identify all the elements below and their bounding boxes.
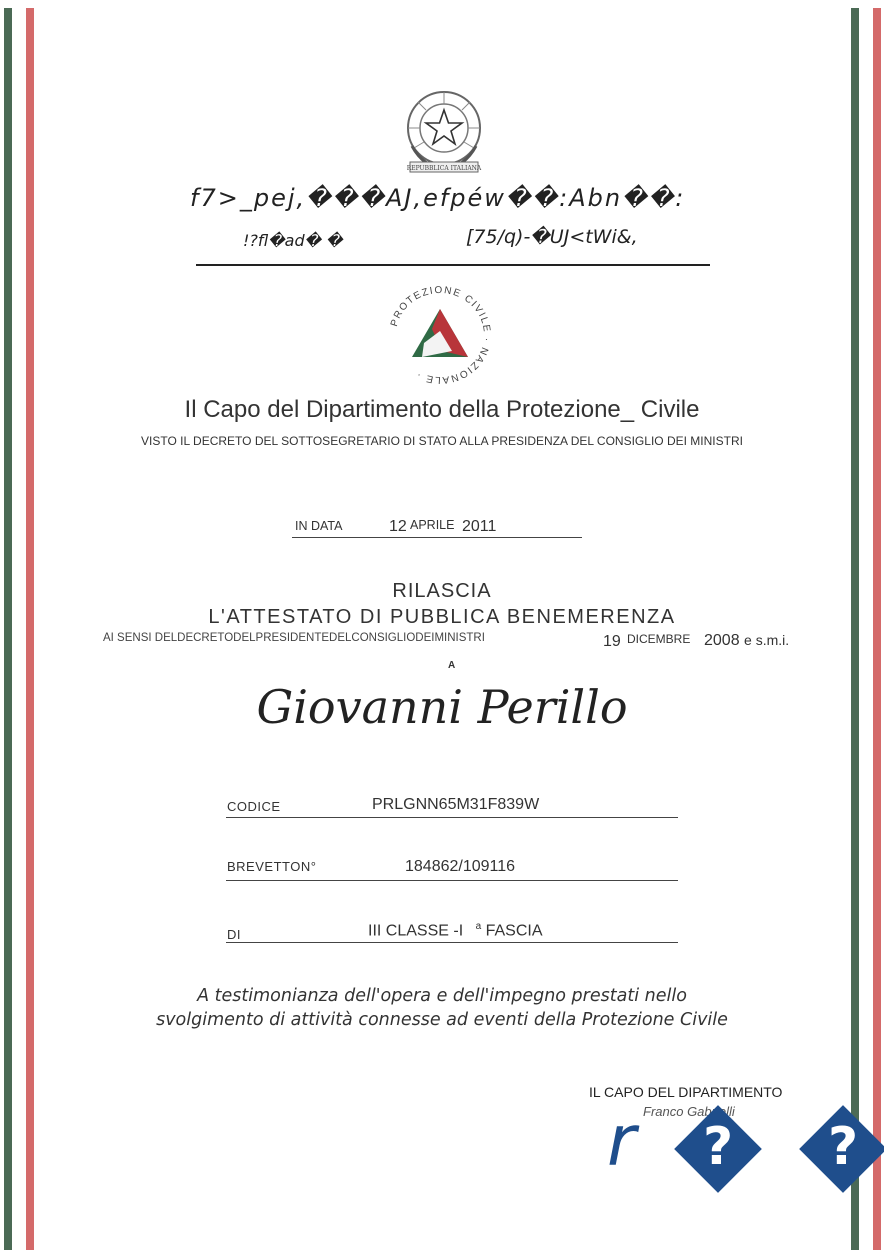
testimonianza-line-1: A testimonianza dell'opera e dell'impegno prestati nello (197, 986, 687, 1006)
signatory-name: Franco Gabrielli (643, 1104, 735, 1119)
signature-question-2: ? (828, 1117, 859, 1177)
ai-sensi-text: AI SENSI DELDECRETODELPRESIDENTEDELCONSIGLIODEIMINISTRI (103, 632, 485, 644)
testimonianza-line-2: svolgimento di attività connesse ad eventi della Protezione Civile (156, 1010, 728, 1030)
ai-sensi-a: A (448, 660, 456, 671)
ai-sensi-suffix: e s.m.i. (744, 632, 790, 648)
right-red-border (873, 8, 881, 1250)
left-red-border (26, 8, 34, 1250)
signature-question-1: ? (703, 1117, 734, 1177)
issuer-title: Il Capo del Dipartimento della Protezione_ Civile (184, 396, 700, 423)
brevetto-value: 184862/109116 (405, 858, 516, 875)
header-garbled-line-1: f7>_pej,���AJ,efpéw��:Abn��: (190, 184, 686, 212)
ai-sensi-month: DICEMBRE (627, 632, 691, 646)
di-label: DI (227, 927, 241, 942)
attestato-heading: L'ATTESTATO DI PUBBLICA BENEMERENZA (208, 606, 676, 628)
left-green-border (4, 8, 12, 1250)
in-data-label: IN DATA (295, 519, 343, 533)
in-data-day: 12 (389, 518, 407, 535)
codice-label: CODICE (227, 799, 281, 814)
header-garbled-line-2b: [75/q)-�UJ<tWi&, (466, 226, 638, 248)
right-green-border (851, 8, 859, 1250)
recipient-name: Giovanni Perillo (256, 680, 628, 734)
testimonianza-text (0, 984, 884, 1032)
codice-underline (226, 817, 678, 818)
di-value (368, 921, 543, 940)
di-value-tail: FASCIA (485, 922, 543, 940)
brevetto-underline (226, 880, 678, 881)
emblem-seal-text: REPUBBLICA ITALIANA (406, 165, 482, 172)
ai-sensi-year-value: 2008 (704, 632, 740, 649)
signatory-title: IL CAPO DEL DIPARTIMENTO (589, 1084, 783, 1100)
rilascia-heading: RILASCIA (392, 580, 492, 602)
visto-decree-line: VISTO IL DECRETO DEL SOTTOSEGRETARIO DI STATO ALLA PRESIDENZA DEL CONSIGLIO DEI MINISTRI (141, 434, 743, 448)
in-data-year: 2011 (462, 518, 497, 535)
protezione-civile-logo (382, 281, 498, 389)
header-divider (196, 264, 710, 266)
di-underline (226, 942, 678, 943)
header-garbled-line-2a: !?fl�ad� � (243, 231, 343, 250)
di-value-sup: a (475, 921, 482, 932)
di-value-main: III CLASSE -I (368, 922, 464, 940)
signature-glyph-r: r (607, 1100, 636, 1182)
ai-sensi-day: 19 (603, 633, 621, 650)
in-data-underline (292, 537, 582, 538)
logo-ring-text: PROTEZIONE CIVILE · NAZIONALE · (388, 284, 493, 386)
in-data-month: APRILE (410, 518, 455, 532)
republic-emblem-icon (404, 88, 484, 174)
ai-sensi-year (704, 632, 789, 650)
brevetto-label: BREVETTON° (227, 859, 317, 874)
codice-value: PRLGNN65M31F839W (372, 796, 540, 813)
